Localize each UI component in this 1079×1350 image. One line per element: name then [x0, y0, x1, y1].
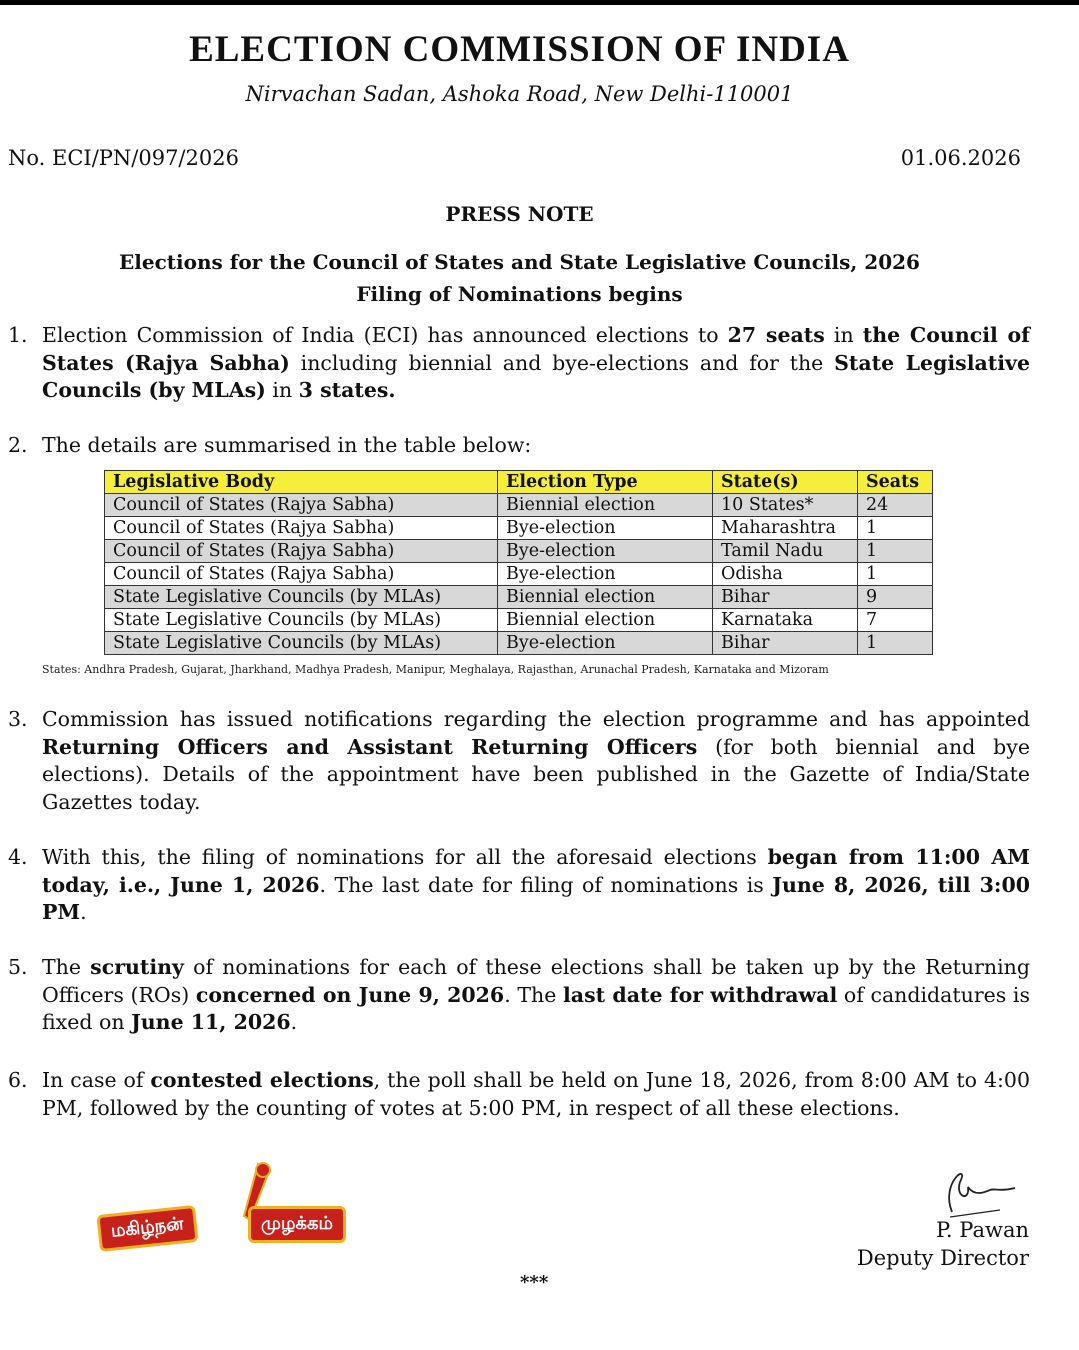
table-cell: 7: [858, 609, 933, 632]
table-cell: Bye-election: [498, 563, 713, 586]
table-cell: Tamil Nadu: [713, 540, 858, 563]
signatory-name: P. Pawan: [936, 1218, 1029, 1242]
table-cell: 1: [858, 540, 933, 563]
table-cell: 1: [858, 563, 933, 586]
table-cell: Maharashtra: [713, 517, 858, 540]
table-cell: Bihar: [713, 586, 858, 609]
paragraph-2: [8, 432, 1030, 460]
table-cell: 1: [858, 517, 933, 540]
paragraph-number: 2.: [8, 433, 28, 457]
end-mark: ***: [520, 1272, 549, 1293]
top-border: [0, 0, 1079, 5]
subject-heading: [0, 246, 1039, 310]
table-cell: 24: [858, 494, 933, 517]
paragraph-text: The details are summarised in the table below:: [42, 433, 532, 457]
table-cell: Bihar: [713, 632, 858, 655]
paragraph-number: 5.: [8, 955, 28, 979]
table-cell: Council of States (Rajya Sabha): [105, 494, 498, 517]
table-row: [105, 632, 933, 655]
office-address: Nirvachan Sadan, Ashoka Road, New Delhi-110001: [245, 82, 794, 106]
paragraph-4: [8, 844, 1030, 927]
paragraph-text: Commission has issued notifications regarding the election programme and has appointed Returning Officers and Assistant Returning Officers (for both biennial and bye elections). Details of the appointment have been published in the Gazette of India/State Gazettes today.: [42, 707, 1030, 814]
paragraph-text: With this, the filing of nominations for all the aforesaid elections began from 11:00 AM today, i.e., June 1, 2026. The last date for filing of nominations is June 8, 2026, till 3:00 PM.: [42, 845, 1031, 924]
table-cell: State Legislative Councils (by MLAs): [105, 609, 498, 632]
table-row: [105, 517, 933, 540]
table-cell: State Legislative Councils (by MLAs): [105, 632, 498, 655]
issue-date: 01.06.2026: [900, 146, 1021, 170]
table-cell: Karnataka: [713, 609, 858, 632]
election-details-table: [104, 470, 933, 655]
paragraph-6: [8, 1067, 1030, 1122]
column-header: Election Type: [498, 471, 713, 494]
logo-text-left: மகிழ்நன்: [96, 1205, 198, 1252]
table-cell: State Legislative Councils (by MLAs): [105, 586, 498, 609]
logo-text-right: முழக்கம்: [248, 1206, 346, 1243]
table-cell: Council of States (Rajya Sabha): [105, 540, 498, 563]
column-header: Legislative Body: [105, 471, 498, 494]
press-note-heading: PRESS NOTE: [445, 202, 594, 226]
paragraph-number: 6.: [8, 1068, 28, 1092]
table-row: [105, 494, 933, 517]
table-cell: Biennial election: [498, 609, 713, 632]
column-header: Seats: [858, 471, 933, 494]
subject-line-2: Filing of Nominations begins: [356, 282, 683, 306]
table-header-row: [105, 471, 933, 494]
paragraph-text: In case of contested elections, the poll shall be held on June 18, 2026, from 8:00 AM to 4:00 PM, followed by the counting of votes at 5:00 PM, in respect of all these elections.: [42, 1068, 1030, 1120]
table-cell: Biennial election: [498, 586, 713, 609]
table-row: [105, 609, 933, 632]
paragraph-5: [8, 954, 1030, 1037]
paragraph-3: [8, 706, 1030, 816]
page-title: ELECTION COMMISSION OF INDIA: [189, 29, 850, 70]
paragraph-number: 4.: [8, 845, 28, 869]
table-cell: 1: [858, 632, 933, 655]
paragraph-1: [8, 322, 1030, 405]
reference-number: No. ECI/PN/097/2026: [8, 146, 239, 170]
table-cell: 10 States*: [713, 494, 858, 517]
subject-line-1: Elections for the Council of States and State Legislative Councils, 2026: [119, 250, 920, 274]
paragraph-number: 3.: [8, 707, 28, 731]
handwritten-signature: [930, 1162, 1020, 1222]
table-cell: Council of States (Rajya Sabha): [105, 563, 498, 586]
table-cell: Odisha: [713, 563, 858, 586]
table-footnote: States: Andhra Pradesh, Gujarat, Jharkhand, Madhya Pradesh, Manipur, Meghalaya, Rajasthan, Arunachal Pradesh, Karnataka and Mizoram: [42, 663, 829, 676]
table-cell: Bye-election: [498, 632, 713, 655]
paragraph-text: Election Commission of India (ECI) has announced elections to 27 seats in the Council of States (Rajya Sabha) including biennial and bye-elections and for the State Legislative Councils (by MLAs) in 3 states.: [42, 323, 1030, 402]
table-cell: Biennial election: [498, 494, 713, 517]
paragraph-text: The scrutiny of nominations for each of these elections shall be taken up by the Returning Officers (ROs) concerned on June 9, 2026. The last date for withdrawal of candidatures is fixed on June 11, 2026.: [42, 955, 1030, 1034]
table-row: [105, 563, 933, 586]
table-cell: Bye-election: [498, 517, 713, 540]
table-cell: 9: [858, 586, 933, 609]
table-row: [105, 586, 933, 609]
publisher-logo: [98, 1160, 388, 1260]
table-cell: Council of States (Rajya Sabha): [105, 517, 498, 540]
table-row: [105, 540, 933, 563]
column-header: State(s): [713, 471, 858, 494]
table-cell: Bye-election: [498, 540, 713, 563]
paragraph-number: 1.: [8, 323, 28, 347]
signatory-designation: Deputy Director: [856, 1246, 1029, 1270]
